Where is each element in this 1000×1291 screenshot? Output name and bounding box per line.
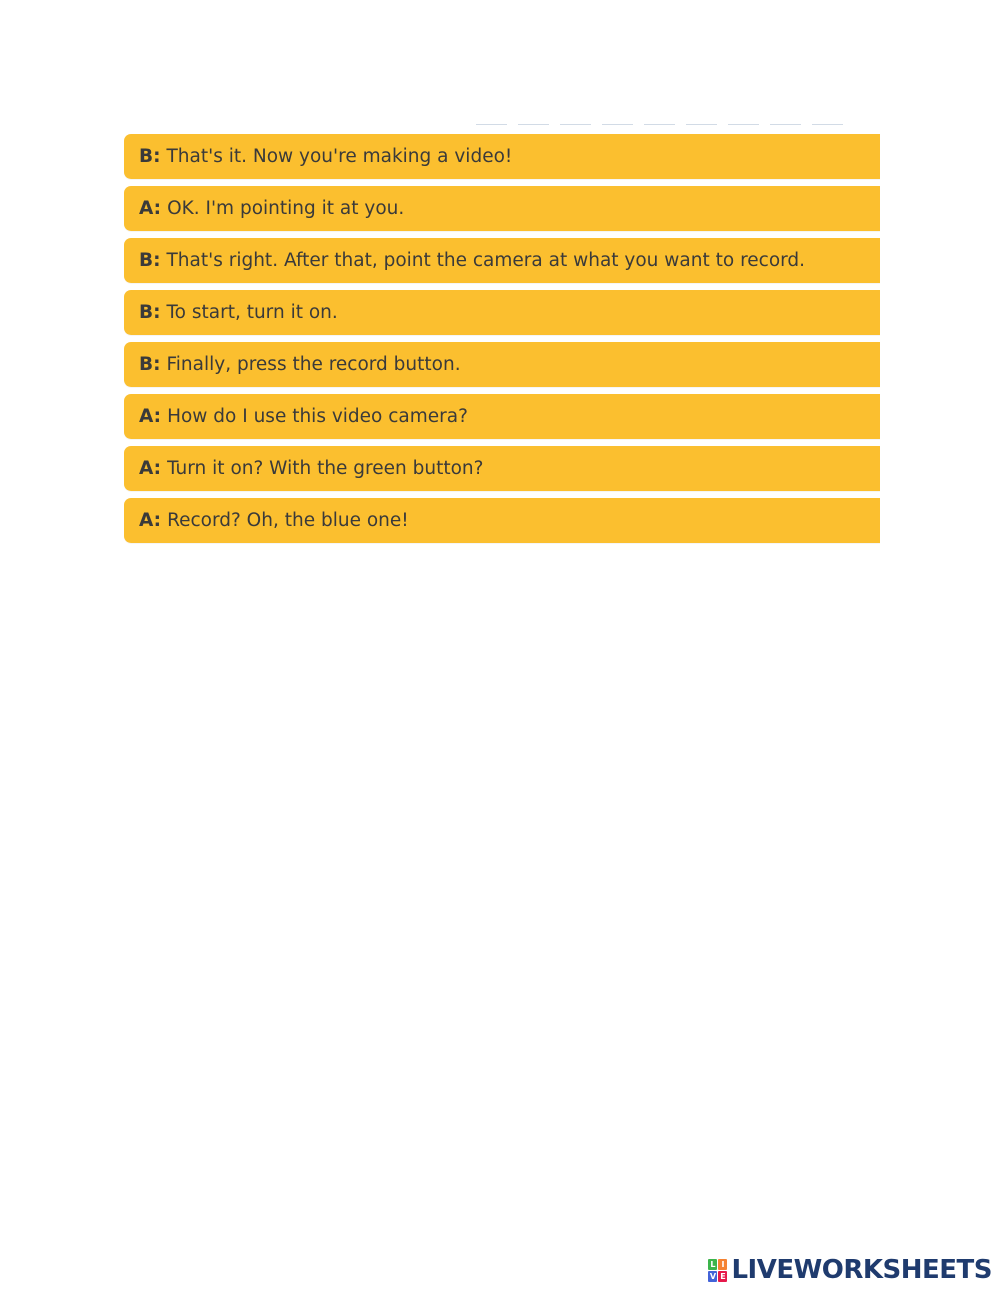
dialogue-line: Record? Oh, the blue one! [167, 510, 409, 531]
answer-blanks [476, 124, 843, 125]
blank-line [560, 124, 591, 125]
blank-line [686, 124, 717, 125]
dialogue-strip-7[interactable] [124, 446, 880, 491]
blank-line [728, 124, 759, 125]
dialogue-line: That's right. After that, point the camera at what you want to record. [166, 250, 806, 271]
dialogue-strip-5[interactable] [124, 342, 880, 387]
blank-line [770, 124, 801, 125]
dialogue-strip-1[interactable] [124, 134, 880, 179]
speaker-label: A: [139, 458, 162, 479]
dialogue-strip-list [124, 134, 880, 550]
speaker-label: B: [139, 146, 161, 167]
blank-line [602, 124, 633, 125]
speaker-label: B: [139, 302, 161, 323]
dialogue-strip-4[interactable] [124, 290, 880, 335]
dialogue-line: How do I use this video camera? [167, 406, 468, 427]
dialogue-line: That's it. Now you're making a video! [166, 146, 513, 167]
speaker-label: A: [139, 198, 162, 219]
dialogue-line: OK. I'm pointing it at you. [167, 198, 405, 219]
blank-line [644, 124, 675, 125]
dialogue-line: Turn it on? With the green button? [167, 458, 484, 479]
speaker-label: B: [139, 354, 161, 375]
logo-text: LIVEWORKSHEETS [731, 1255, 992, 1285]
speaker-label: B: [139, 250, 161, 271]
dialogue-line: Finally, press the record button. [166, 354, 461, 375]
dialogue-line: To start, turn it on. [166, 302, 338, 323]
speaker-label: A: [139, 406, 162, 427]
blank-line [518, 124, 549, 125]
logo-mark-icon: L I V E [709, 1259, 726, 1281]
dialogue-strip-6[interactable] [124, 394, 880, 439]
speaker-label: A: [139, 510, 162, 531]
dialogue-strip-2[interactable] [124, 186, 880, 231]
dialogue-strip-8[interactable] [124, 498, 880, 543]
blank-line [476, 124, 507, 125]
blank-line [812, 124, 843, 125]
liveworksheets-logo [708, 1255, 992, 1285]
dialogue-strip-3[interactable] [124, 238, 880, 283]
